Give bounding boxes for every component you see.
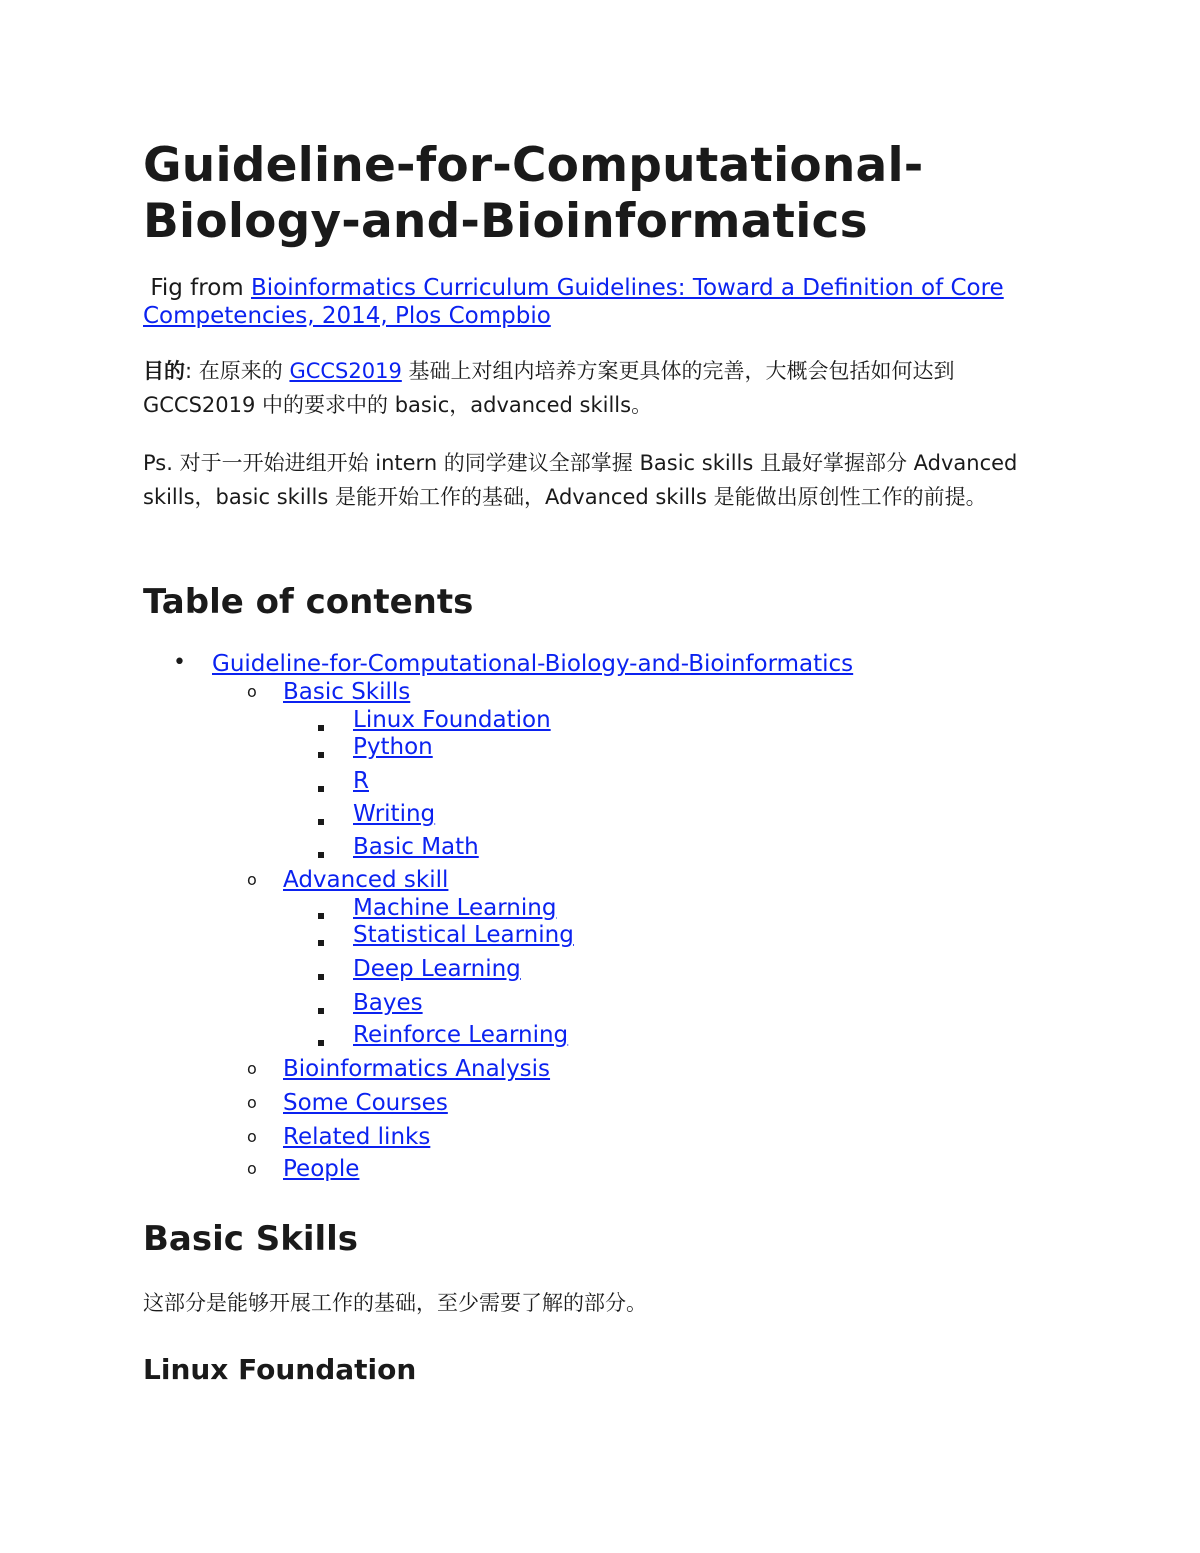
toc-link-python[interactable]: Python [353, 734, 433, 760]
fig-prefix: Fig from [150, 275, 244, 301]
bullet-circle-icon: o [247, 682, 257, 701]
toc-link-deep-learning[interactable]: Deep Learning [353, 956, 521, 982]
figure-caption [143, 274, 1053, 330]
bullet-square-icon [318, 777, 324, 796]
toc-link-some-courses[interactable]: Some Courses [283, 1090, 448, 1116]
bullet-square-icon [318, 716, 324, 735]
purpose-paragraph [143, 354, 1053, 422]
toc-link-bayes[interactable]: Bayes [353, 990, 423, 1016]
bullet-square-icon [318, 999, 324, 1018]
bullet-circle-icon: o [247, 1159, 257, 1178]
bullet-circle-icon: o [247, 1127, 257, 1146]
toc-link-statistical-learning[interactable]: Statistical Learning [353, 922, 574, 948]
page-title [143, 138, 1043, 250]
bullet-square-icon [318, 931, 324, 950]
paper-link[interactable]: Bioinformatics Curriculum Guidelines: Toward a Definition of Core Competencies, 2014, Plos Compbio [143, 275, 1004, 329]
toc-link-r[interactable]: R [353, 768, 369, 794]
purpose-post: 基础上对组内培养方案更具体的完善，大概会包括如何达到 GCCS2019 中的要求中的 basic，advanced skills。 [143, 359, 955, 417]
basic-skills-description: 这部分是能够开展工作的基础，至少需要了解的部分。 [143, 1291, 647, 1315]
toc-link-people[interactable]: People [283, 1156, 360, 1182]
toc-link-writing[interactable]: Writing [353, 801, 436, 827]
bullet-circle-icon: o [247, 1059, 257, 1078]
toc-link-bioinformatics-analysis[interactable]: Bioinformatics Analysis [283, 1056, 551, 1082]
purpose-label: 目的 [143, 359, 185, 383]
bullet-square-icon [318, 1031, 324, 1050]
title-line-2: Biology-and-Bioinformatics [143, 194, 868, 249]
title-line-1: Guideline-for-Computational- [143, 138, 924, 193]
bullet-square-icon [318, 843, 324, 862]
toc-heading: Table of contents [143, 582, 474, 622]
purpose-pre: : 在原来的 [185, 359, 290, 383]
gccs-link[interactable]: GCCS2019 [289, 359, 402, 383]
bullet-square-icon [318, 743, 324, 762]
bullet-square-icon [318, 904, 324, 923]
basic-skills-heading: Basic Skills [143, 1219, 359, 1259]
toc-link-basic-math[interactable]: Basic Math [353, 834, 479, 860]
toc-link-advanced-skill[interactable]: Advanced skill [283, 867, 449, 893]
ps-paragraph: Ps. 对于一开始进组开始 intern 的同学建议全部掌握 Basic skills 且最好掌握部分 Advanced skills，basic skills 是能开始工作的基础，Advanced skills 是能做出原创性工作的前提。 [143, 451, 1018, 509]
toc-link-basic-skills[interactable]: Basic Skills [283, 679, 411, 705]
toc-link-machine-learning[interactable]: Machine Learning [353, 895, 557, 921]
toc-link-reinforce-learning[interactable]: Reinforce Learning [353, 1022, 569, 1048]
bullet-circle-icon: o [247, 870, 257, 889]
toc-link-related-links[interactable]: Related links [283, 1124, 431, 1150]
toc-link-root[interactable]: Guideline-for-Computational-Biology-and-Bioinformatics [212, 651, 854, 677]
toc-link-linux[interactable]: Linux Foundation [353, 707, 551, 733]
bullet-square-icon [318, 965, 324, 984]
bullet-disc-icon: • [173, 650, 186, 675]
bullet-circle-icon: o [247, 1093, 257, 1112]
bullet-square-icon [318, 810, 324, 829]
linux-foundation-heading: Linux Foundation [143, 1353, 417, 1386]
